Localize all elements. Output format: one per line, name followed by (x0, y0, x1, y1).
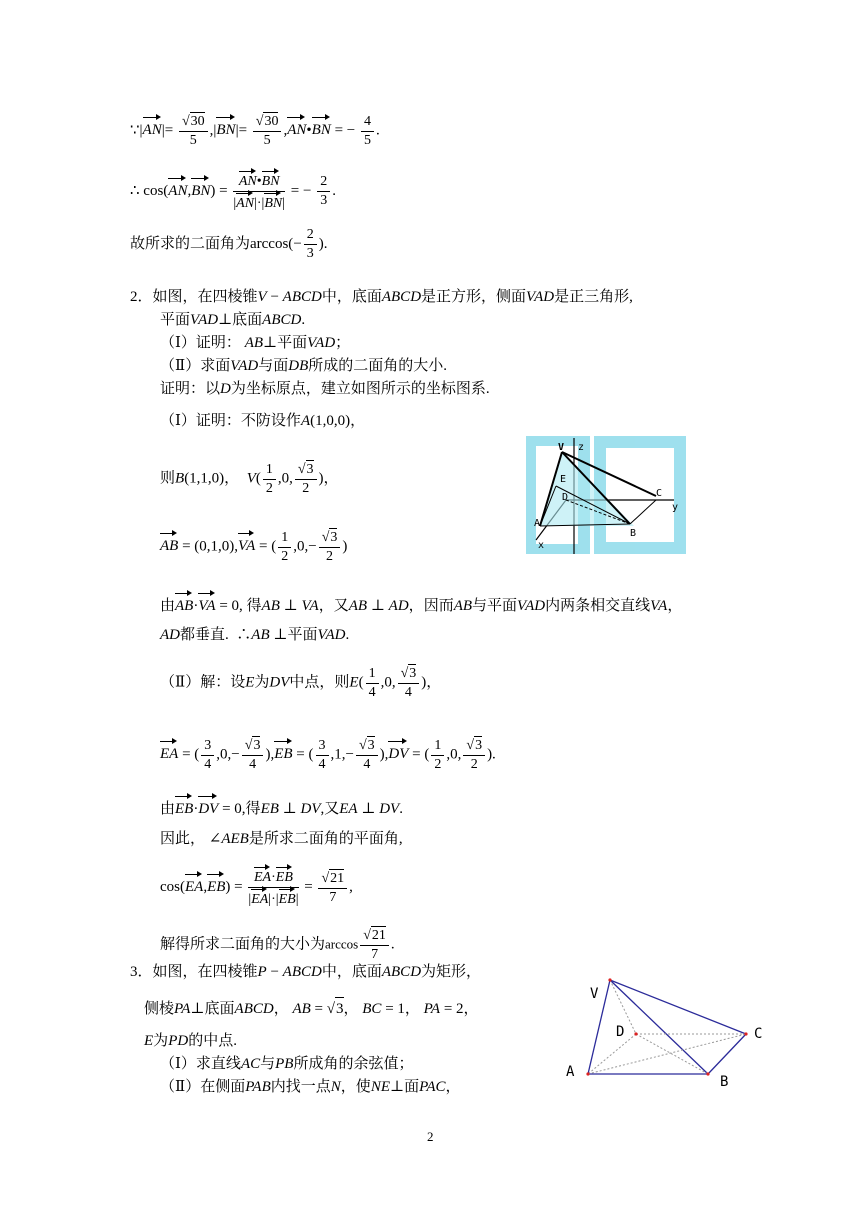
conclusion-prev: 故所求的二面角为arccos(− $\frac{2}{3}$ ). (130, 227, 328, 261)
problem3-point-e: E为PD的中点. (144, 1033, 237, 1049)
fig2-label-z: z (578, 442, 585, 453)
fig2-label-e: E (560, 474, 567, 485)
problem2-plane-angle: 因此， ∠AEB是所求二面角的平面角, (160, 831, 403, 847)
problem2-point-e: （Ⅱ）解：设E为DV中点，则E( $\frac{1}{4}$ ,0, $\frac{√3}{4}$ )， (160, 665, 442, 700)
fig3-label-v: V (590, 986, 599, 1002)
problem2-proof-intro: 证明：以D为坐标原点，建立如图所示的坐标图系. (160, 381, 490, 397)
problem2-figure (526, 436, 686, 554)
fig2-label-v: V (558, 442, 565, 453)
problem2-coords-bv: 则B(1,1,0)， V( $\frac{1}{2}$ ,0, $\frac{√3}{2}$ )， (160, 461, 339, 496)
formula-an-bn-lengths: ∵|AN|= $\frac{√30}{5}$ ,|BN|= $\frac{√30}{5}$ ,AN•BN = − $\frac{4}{5}$ . (130, 113, 380, 148)
fig3-label-d: D (616, 1024, 625, 1040)
problem2-perp-conclusion: AD都垂直. ∴AB ⊥平面VAD. (160, 627, 350, 643)
problem2-perp-reasoning: 由AB·VA = 0, 得AB ⊥ VA，又AB ⊥ AD，因而AB与平面VAD内两条相交直线VA， (160, 592, 682, 617)
problem2-vectors-ea-eb-dv: EA = ( $\frac{3}{4}$ ,0,− $\frac{√3}{4}$ ),EB = ( $\frac{3}{4}$ ,1,− $\frac{√3}{4}$ ),DV = ( $\frac{1}{2}$ ,0, $\frac{√3}{2}$ ). (160, 737, 496, 772)
problem2-cos-ea-eb: cos(EA,EB) = $\frac{EA\cdot EB}{|EA|\cdot|EB|}$ = $\frac{√21}{7}$ , (160, 866, 353, 909)
problem3-q1: （Ⅰ）求直线AC与PB所成角的余弦值； (160, 1056, 414, 1072)
fig2-label-b: B (630, 528, 637, 539)
problem3-figure (560, 968, 770, 1092)
fig2-label-y: y (672, 502, 679, 513)
problem3-q2: （Ⅱ）在侧面PAB内找一点N，使NE⊥面PAC， (160, 1079, 461, 1095)
problem3-stem: 3．如图，在四棱锥P − ABCD中，底面ABCD为矩形， (130, 964, 482, 980)
problem2-condition: 平面VAD⊥底面ABCD. (160, 312, 306, 328)
problem3-edge: 侧棱PA⊥底面ABCD， AB = √3， BC = 1， PA = 2， (144, 997, 479, 1020)
fig2-label-c: C (656, 488, 663, 499)
fig2-label-a: A (534, 518, 541, 529)
problem2-stem: 2．如图，在四棱锥V − ABCD中，底面ABCD是正方形，侧面VAD是正三角形, (130, 289, 633, 305)
problem2-p1-setup: （Ⅰ）证明：不防设作A(1,0,0)， (160, 413, 366, 429)
fig3-label-b: B (720, 1074, 729, 1090)
fig3-label-c: C (754, 1026, 763, 1042)
problem2-part2: （Ⅱ）求面VAD与面DB所成的二面角的大小. (160, 358, 448, 374)
formula-cos-an-bn: ∴ cos(AN,BN) = $\frac{AN•BN}{|AN|\cdot|BN|}$ = − $\frac{2}{3}$ . (130, 170, 336, 213)
problem2-vectors-ab-va: AB = (0,1,0),VA = ( $\frac{1}{2}$ ,0,− $\frac{√3}{2}$ ) (160, 529, 348, 564)
fig2-label-d: D (562, 492, 569, 503)
fig2-label-x: x (538, 540, 545, 551)
problem2-dot-zero: 由EB·DV = 0,得EB ⊥ DV,又EA ⊥ DV. (160, 795, 403, 820)
problem2-final-answer: 解得所求二面角的大小为arccos $\frac{√21}{7}$ . (160, 928, 395, 962)
fig3-label-a: A (566, 1064, 575, 1080)
page-number: 2 (427, 1129, 434, 1144)
problem2-part1: （Ⅰ）证明： AB⊥平面VAD； (160, 335, 351, 351)
